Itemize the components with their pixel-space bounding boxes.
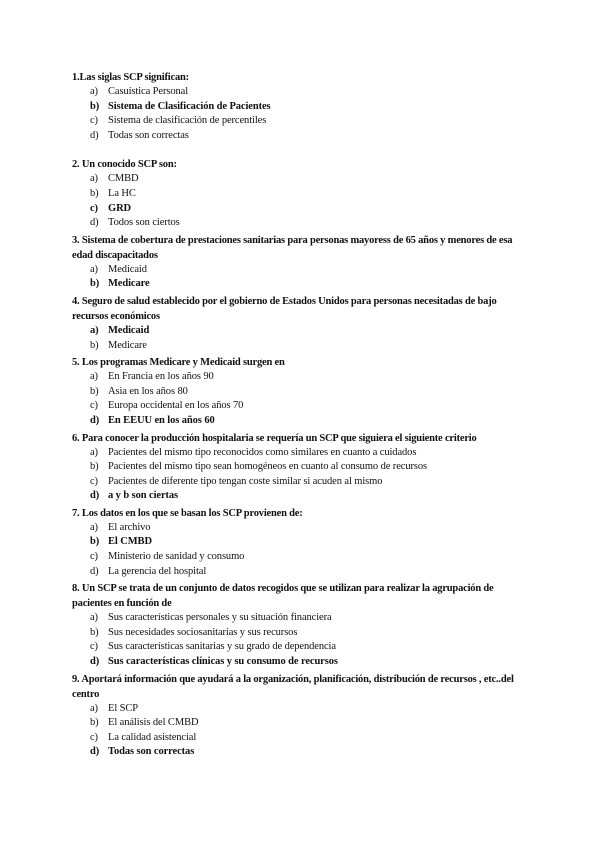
answer-option — [72, 216, 532, 231]
answer-option — [72, 324, 532, 339]
option-label: b) — [90, 385, 99, 397]
answer-option — [72, 187, 532, 202]
option-text: El archivo — [108, 521, 151, 533]
option-text: Sus necesidades sociosanitarias y sus recursos — [108, 626, 298, 638]
question-text: 7. Los datos en los que se basan los SCP provienen de: — [72, 507, 303, 519]
question-6 — [72, 431, 532, 504]
answer-option — [72, 535, 532, 550]
question-9 — [72, 672, 532, 760]
option-text: Pacientes del mismo tipo reconocidos como similares en cuanto a cuidados — [108, 446, 417, 458]
option-label: c) — [90, 641, 98, 653]
option-text: En Francia en los años 90 — [108, 371, 214, 383]
option-text: El SCP — [108, 702, 139, 714]
option-text: Medicaid — [108, 263, 147, 275]
option-text: En EEUU en los años 60 — [108, 414, 215, 426]
option-text: Todas son correctas — [108, 746, 195, 758]
option-text: CMBD — [108, 173, 139, 185]
option-label: a) — [90, 702, 98, 714]
option-text: Sus características clínicas y su consumo de recursos — [108, 656, 338, 668]
question-4 — [72, 294, 532, 353]
option-label: a) — [90, 446, 98, 458]
answer-option — [72, 655, 532, 670]
answer-option — [72, 475, 532, 490]
answer-option — [72, 370, 532, 385]
answer-option — [72, 626, 532, 641]
option-label: b) — [90, 187, 99, 199]
option-label: c) — [90, 731, 98, 743]
question-1 — [72, 70, 532, 143]
option-label: c) — [90, 551, 98, 563]
answer-option — [72, 399, 532, 414]
answer-option — [72, 339, 532, 354]
answer-option — [72, 702, 532, 717]
option-label: b) — [90, 717, 99, 729]
option-text: Sus características sanitarias y su grado de dependencia — [108, 641, 336, 653]
answer-option — [72, 129, 532, 144]
option-label: b) — [90, 339, 99, 351]
option-text: Medicare — [108, 278, 150, 290]
question-3 — [72, 233, 532, 292]
option-label: c) — [90, 400, 98, 412]
answer-option — [72, 100, 532, 115]
answer-option — [72, 114, 532, 129]
option-label: d) — [90, 656, 100, 668]
option-label: b) — [90, 626, 99, 638]
question-text: 5. Los programas Medicare y Medicaid surgen en — [72, 357, 285, 369]
option-label: b) — [90, 100, 100, 112]
option-label: c) — [90, 115, 98, 127]
answer-option — [72, 489, 532, 504]
option-text: Todas son correctas — [108, 129, 189, 141]
question-7 — [72, 506, 532, 579]
option-text: Todos son ciertos — [108, 217, 180, 229]
option-text: Ministerio de sanidad y consumo — [108, 551, 245, 563]
answer-option — [72, 172, 532, 187]
option-text: Sus características personales y su situación financiera — [108, 612, 332, 624]
option-text: Europa occidental en los años 70 — [108, 400, 244, 412]
option-label: a) — [90, 86, 98, 97]
option-text: Sistema de clasificación de percentiles — [108, 115, 267, 127]
option-label: a) — [90, 324, 99, 336]
question-8 — [72, 581, 532, 669]
option-text: a y b son ciertas — [108, 490, 179, 502]
option-label: a) — [90, 173, 98, 185]
question-text: 1.Las siglas SCP significan: — [72, 72, 189, 83]
option-text: El análisis del CMBD — [108, 717, 199, 729]
question-text: 4. Seguro de salud establecido por el gobierno de Estados Unidos para personas necesitadas de bajo recursos económicos — [72, 295, 497, 322]
question-text: 9. Aportará información que ayudará a la organización, planificación, distribución de recursos , etc..del centro — [72, 673, 514, 700]
question-text: 3. Sistema de cobertura de prestaciones sanitarias para personas mayoress de 65 años y menores de esa edad discapacitados — [72, 234, 513, 261]
option-label: d) — [90, 565, 99, 577]
answer-option — [72, 446, 532, 461]
option-text: Sistema de Clasificación de Pacientes — [108, 100, 271, 112]
question-2 — [72, 157, 532, 230]
option-text: GRD — [108, 202, 132, 214]
option-label: a) — [90, 612, 98, 624]
answer-option — [72, 385, 532, 400]
answer-option — [72, 277, 532, 292]
option-text: La calidad asistencial — [108, 731, 197, 743]
option-label: d) — [90, 490, 100, 502]
option-label: b) — [90, 536, 100, 548]
answer-option — [72, 460, 532, 475]
option-text: La gerencia del hospital — [108, 565, 207, 577]
answer-option — [72, 414, 532, 429]
option-text: La HC — [108, 187, 136, 199]
answer-option — [72, 550, 532, 565]
option-text: El CMBD — [108, 536, 152, 548]
answer-option — [72, 521, 532, 536]
option-label: a) — [90, 263, 98, 275]
option-label: c) — [90, 475, 98, 487]
option-label: d) — [90, 414, 100, 426]
answer-option — [72, 731, 532, 746]
answer-option — [72, 565, 532, 580]
option-label: a) — [90, 371, 98, 383]
option-text: Asia en los años 80 — [108, 385, 188, 397]
answer-option — [72, 85, 532, 100]
question-5 — [72, 355, 532, 428]
option-text: Pacientes de diferente tipo tengan coste similar si acuden al mismo — [108, 475, 383, 487]
answer-option — [72, 745, 532, 760]
question-text: 8. Un SCP se trata de un conjunto de datos recogidos que se utilizan para realizar la agrupación de pacientes en función de — [72, 583, 494, 610]
option-label: d) — [90, 129, 99, 141]
option-label: d) — [90, 746, 100, 758]
answer-option — [72, 640, 532, 655]
option-text: Medicaid — [108, 324, 150, 336]
option-text: Medicare — [108, 339, 147, 351]
option-label: d) — [90, 217, 99, 229]
option-label: b) — [90, 278, 100, 290]
option-text: Casuística Personal — [108, 86, 189, 97]
answer-option — [72, 716, 532, 731]
answer-option — [72, 202, 532, 217]
option-label: c) — [90, 202, 98, 214]
answer-option — [72, 611, 532, 626]
question-text: 6. Para conocer la producción hospitalaria se requería un SCP que siguiera el siguiente criterio — [72, 432, 477, 444]
option-label: a) — [90, 521, 98, 533]
question-text: 2. Un conocido SCP son: — [72, 159, 177, 171]
question-list — [72, 70, 532, 760]
answer-option — [72, 263, 532, 278]
option-text: Pacientes del mismo tipo sean homogéneos en cuanto al consumo de recursos — [108, 461, 427, 473]
option-label: b) — [90, 461, 99, 473]
